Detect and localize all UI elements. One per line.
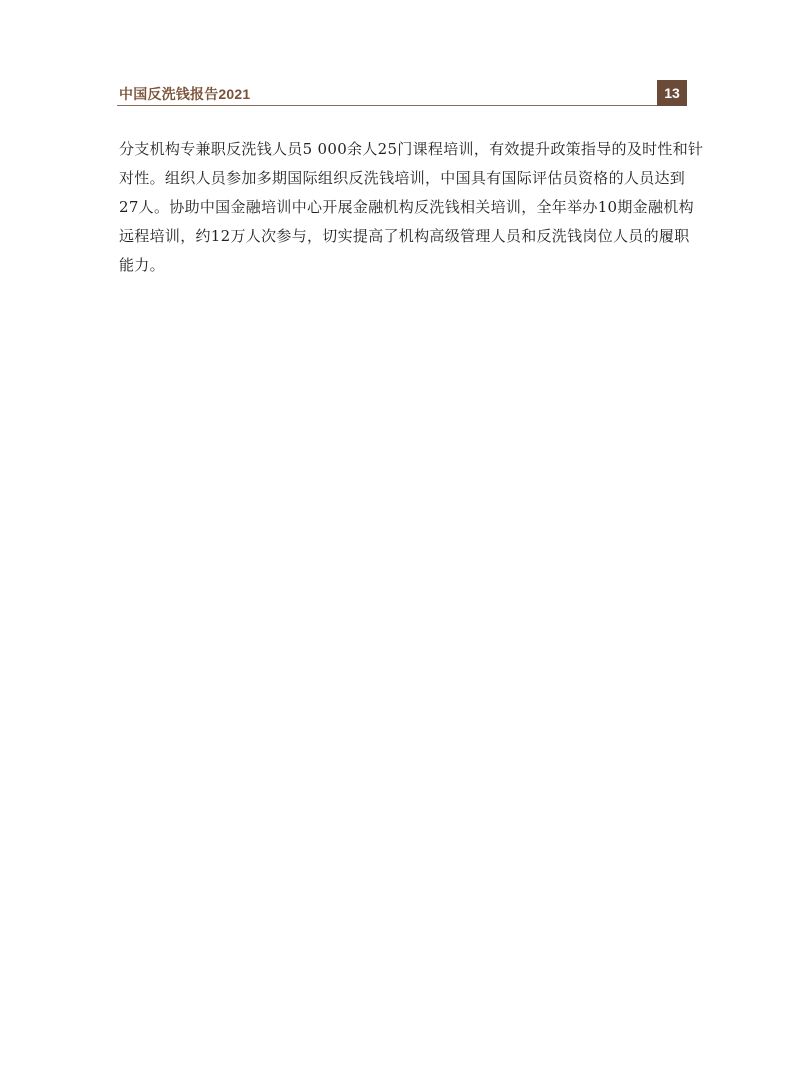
header-divider: [117, 105, 658, 106]
paragraph-line-4: 远程培训，约12万人次参与，切实提高了机构高级管理人员和反洗钱岗位人员的履职: [119, 227, 690, 245]
page-number-badge: 13: [657, 80, 687, 106]
paragraph-line-1: 分支机构专兼职反洗钱人员5 000余人25门课程培训，有效提升政策指导的及时性和针: [119, 140, 704, 158]
report-title: 中国反洗钱报告2021: [119, 86, 251, 102]
paragraph-line-2: 对性。组织人员参加多期国际组织反洗钱培训，中国具有国际评估员资格的人员达到: [119, 169, 686, 187]
paragraph-line-3: 27人。协助中国金融培训中心开展金融机构反洗钱相关培训，全年举办10期金融机构: [119, 198, 694, 216]
body-paragraph: [119, 135, 704, 280]
running-header: [117, 80, 687, 107]
main-content: [119, 135, 704, 280]
paragraph-line-5: 能力。: [119, 256, 165, 274]
